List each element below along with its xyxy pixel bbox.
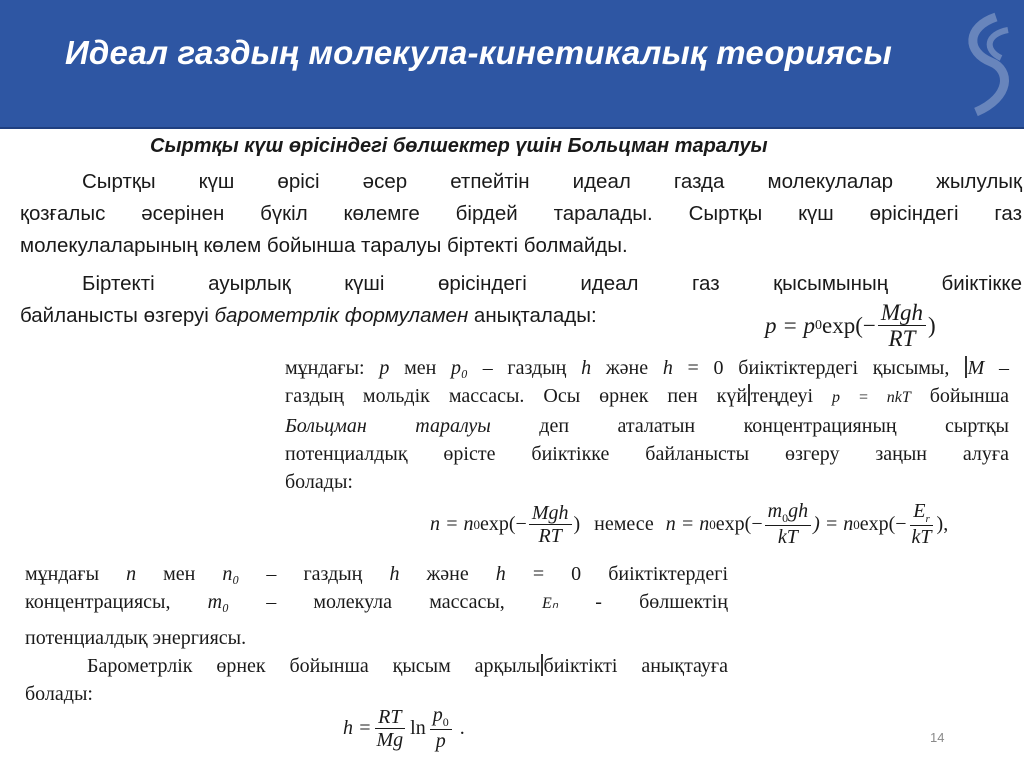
- fraction: $\frac{\text{Mgh}}{RT}$: [878, 300, 926, 353]
- or-word: немесе: [594, 513, 654, 536]
- block-line: Барометрлік өрнек бойынша қысым арқылы биіктікті анықтауға: [87, 655, 728, 677]
- block-line: болады:: [25, 683, 93, 705]
- block-line: газдың мольдік массасы. Осы өрнек пен күй теңдеуі p = nkT бойынша: [285, 385, 1010, 407]
- block-line: мұндағы: p мен p₀ – газдың h және h = 0 биіктіктердегі қысымы, M –: [285, 357, 1010, 379]
- section-subtitle: Сыртқы күш өрісіндегі бөлшектер үшін Больцман таралуы: [150, 135, 768, 157]
- text-cursor-icon: [748, 384, 750, 406]
- text-cursor-icon: [541, 654, 543, 676]
- paragraph-line: Біртекті ауырлық күші өрісіндегі идеал газ қысымының биіктікке: [82, 272, 1022, 295]
- paragraph-line: Сыртқы күш өрісі әсер етпейтін идеал газда молекулалар жылулық: [82, 170, 1022, 193]
- emphasis-term: барометрлік формуламен: [214, 304, 469, 327]
- state-equation: p = nkT: [831, 389, 911, 406]
- slide-title: Идеал газдың молекула-кинетикалық теориясы: [65, 34, 892, 71]
- paragraph-line: байланысты өзгеруі барометрлік формуламен анықталады:: [20, 304, 597, 327]
- block-line: Больцман таралуы деп аталатын концентрацияның сыртқы: [285, 415, 1009, 437]
- university-logo-icon: [956, 12, 1016, 122]
- fraction: $\frac{RT}{Mg}$: [376, 705, 404, 751]
- explanation-block-concentration: [25, 560, 728, 708]
- paragraph-line: қозғалыс әсерінен бүкіл көлемге бірдей таралады. Сыртқы күш өрісіндегі газ: [20, 202, 1022, 225]
- slide-header: [0, 0, 1024, 129]
- block-line: потенциалдық өрісте биіктікке байланысты өзгеру заңын алуға: [285, 443, 1009, 465]
- height-formula: h = $\frac{RT}{Mg}$ ln $\frac{p_0}{p}$ .: [343, 704, 465, 753]
- boltzmann-concentration-formula: n = n 0 exp(− $\frac{\text{Mgh}}{RT}$ ) немесе n = n 0 exp(− $\frac{m_0gh}{kT}$ ) = n 0 exp(− $\frac{E_r}{kT}$ ),: [430, 500, 949, 549]
- fraction: $\frac{m_0gh}{kT}$: [765, 500, 811, 549]
- block-line: потенциалдық энергиясы.: [25, 627, 247, 649]
- fraction: $\frac{E_r}{kT}$: [911, 500, 932, 549]
- block-line: мұндағы n мен n₀ – газдың h және h = 0 биіктіктердегі: [25, 563, 728, 585]
- paragraph-line: молекулаларының көлем бойынша таралуы біртекті болмайды.: [20, 234, 628, 257]
- text-cursor-icon: [965, 356, 967, 378]
- fraction: $\frac{\text{Mgh}}{RT}$: [529, 502, 572, 548]
- block-line: болады:: [285, 471, 353, 493]
- explanation-block-pressure: [285, 354, 1009, 496]
- page-number: 14: [930, 730, 945, 745]
- fraction: $\frac{p_0}{p}$: [430, 704, 452, 753]
- block-line: концентрациясы, m₀ – молекула массасы, Eₙ - бөлшектің: [25, 591, 729, 613]
- barometric-formula: p = p 0 exp(− $\frac{\text{Mgh}}{RT}$ ): [765, 300, 936, 352]
- emphasis-term: Больцман таралуы: [285, 415, 491, 437]
- paragraph-uniform-distribution: [20, 166, 1022, 262]
